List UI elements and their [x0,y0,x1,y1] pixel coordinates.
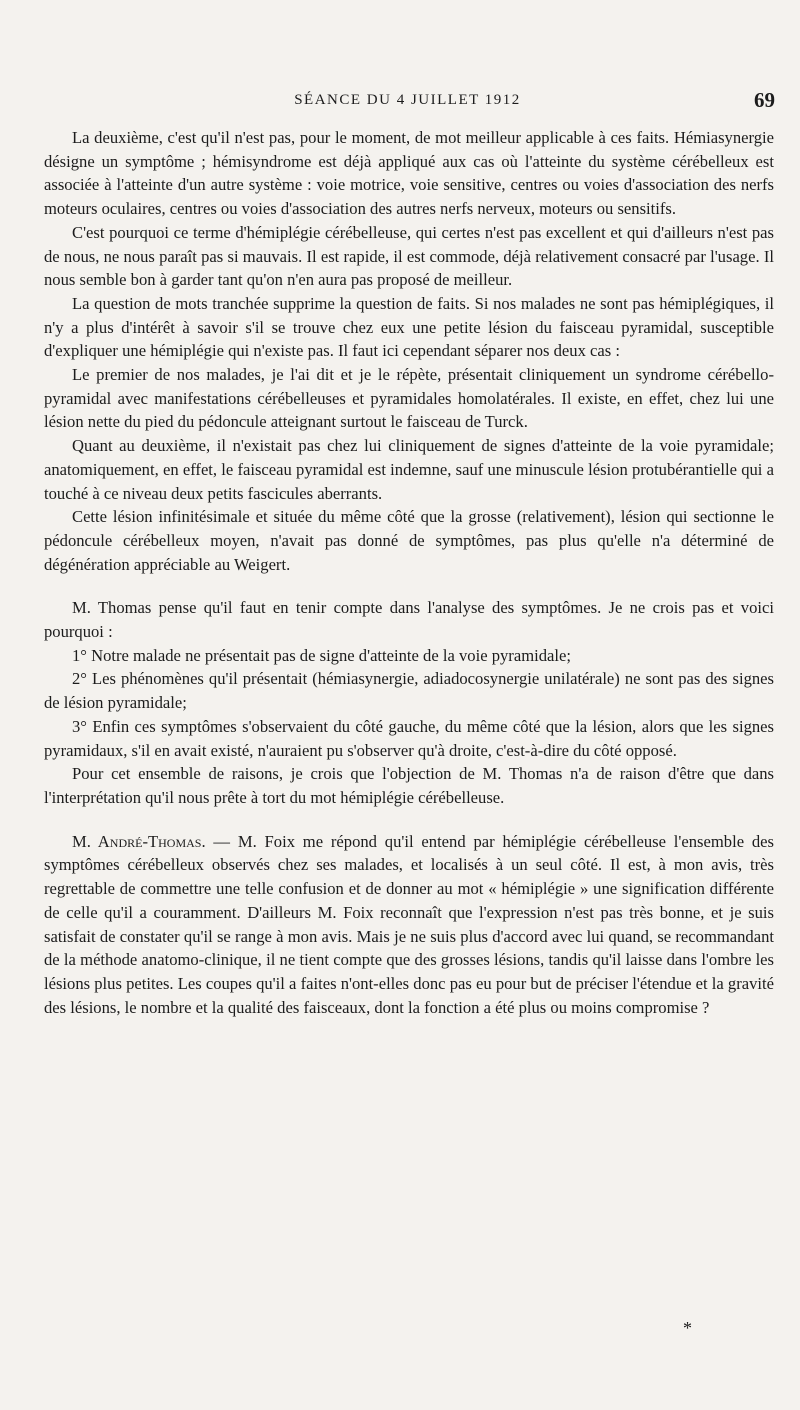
paragraph-text: La question de mots tranchée supprime la question de faits. Si nos malades ne sont pas hémiplégiques, il n'y a plus d'intérêt à savoir s'il se trouve chez eux une petite lésion du faisceau pyramidal, susceptible d'expliquer une hémiplégie qui n'existe pas. Il faut ici cependant séparer nos deux cas : [44,293,774,361]
page-number: 69 [754,88,775,112]
running-header [40,88,775,118]
paragraph-text: 2° Les phénomènes qu'il présentait (hémiasynergie, adiadocosynergie unilatérale) ne sont pas des signes de lésion pyramidale; [44,669,774,713]
paragraph [44,221,774,292]
paragraph-text: — M. Foix me répond qu'il entend par hémiplégie cérébelleuse l'ensemble des symptômes cérébelleux observés chez ses malades, et localisés à un seul côté. Il est, à mon avis, très regrettable de commettre une telle confusion et de donner au mot « hémiplégie » une signification différente de celle qu'il a couramment. D'ailleurs M. Foix reconnaît que l'expression n'est pas très bonne, et je suis satisfait de constater qu'il se range à mon avis. Mais je ne suis plus d'accord avec lui quand, se recommandant de la méthode anatomo-clinique, il ne tient compte que des grosses lésions, tandis qu'il laisse dans l'ombre les lésions plus petites. Les coupes qu'il a faites n'ont-elles donc pas eu pour but de préciser l'étendue et la gravité des lésions, le nombre et la qualité des faisceaux, dont la fonction a été plus ou moins compromise ? [44,831,774,1017]
speaker-name: M. André-Thomas. [72,831,206,851]
paragraph-text: Quant au deuxième, il n'existait pas chez lui cliniquement de signes d'atteinte de la voie pyramidale; anatomiquement, en effet, le faisceau pyramidal est indemne, sauf une minuscule lésion protubérantielle qui a touché à ce niveau deux petits fascicules aberrants. [44,436,774,503]
paragraph [44,363,774,434]
paragraph-text: Le premier de nos malades, je l'ai dit et je le répète, présentait cliniquement un syndrome cérébello-pyramidal avec manifestations cérébelleuses et pyramidales homolatérales. Il existe, en effet, chez lui une lésion nette du pied du pédoncule atteignant surtout le faisceau de Turck. [44,365,774,432]
paragraph [44,762,774,809]
paragraph [44,292,774,363]
paragraph [44,505,774,576]
paragraph [44,830,774,1020]
paragraph [44,434,774,505]
paragraph-text: Cette lésion infinitésimale et située du même côté que la grosse (relativement), lésion qui sectionne le pédoncule cérébelleux moyen, n'avait pas donné de symptômes, pas plus qu'elle n'a déterminé de dégénération appréciable au Weigert. [44,507,774,574]
running-title: SÉANCE DU 4 JUILLET 1912 [294,92,521,108]
paragraph [44,596,774,643]
paragraph [44,126,774,221]
paragraph-text: 3° Enfin ces symptômes s'observaient du côté gauche, du même côté que la lésion, alors que les signes pyramidaux, s'il en avait existé, n'auraient pu s'observer qu'à droite, c'est-à-dire du côté opposé. [44,716,774,760]
paragraph [44,644,774,668]
paragraph-text: Pour cet ensemble de raisons, je crois que l'objection de M. Thomas n'a de raison d'être que dans l'interprétation qu'il nous prête à tort du mot hémiplégie cérébelleuse. [44,764,774,807]
paragraph [44,667,774,714]
footer-mark: * [683,1318,692,1338]
paragraph-text: La deuxième, c'est qu'il n'est pas, pour le moment, de mot meilleur applicable à ces faits. Hémiasynergie désigne un symptôme ; hémisyndrome est déjà appliqué aux cas où l'atteinte du système cérébelleux est associée à l'atteinte d'un autre système : voie motrice, voie sensitive, centres ou voies d'association des nerfs moteurs oculaires, centres ou voies d'association des autres nerfs nerveux, moteurs ou sensitifs. [44,128,774,219]
paragraph-text: M. Thomas pense qu'il faut en tenir compte dans l'analyse des symptômes. Je ne crois pas et voici pourquoi : [44,598,774,642]
paragraph-text: C'est pourquoi ce terme d'hémiplégie cérébelleuse, qui certes n'est pas excellent et qui d'ailleurs n'est pas de nous, ne nous paraît pas si mauvais. Il est rapide, il est commode, déjà relativement consacré par l'usage. Il nous semble bon à garder tant qu'on n'en aura pas proposé de meilleur. [44,222,774,290]
body-text [44,126,774,1019]
paragraph-text: 1° Notre malade ne présentait pas de signe d'atteinte de la voie pyramidale; [72,645,571,665]
paragraph [44,715,774,762]
